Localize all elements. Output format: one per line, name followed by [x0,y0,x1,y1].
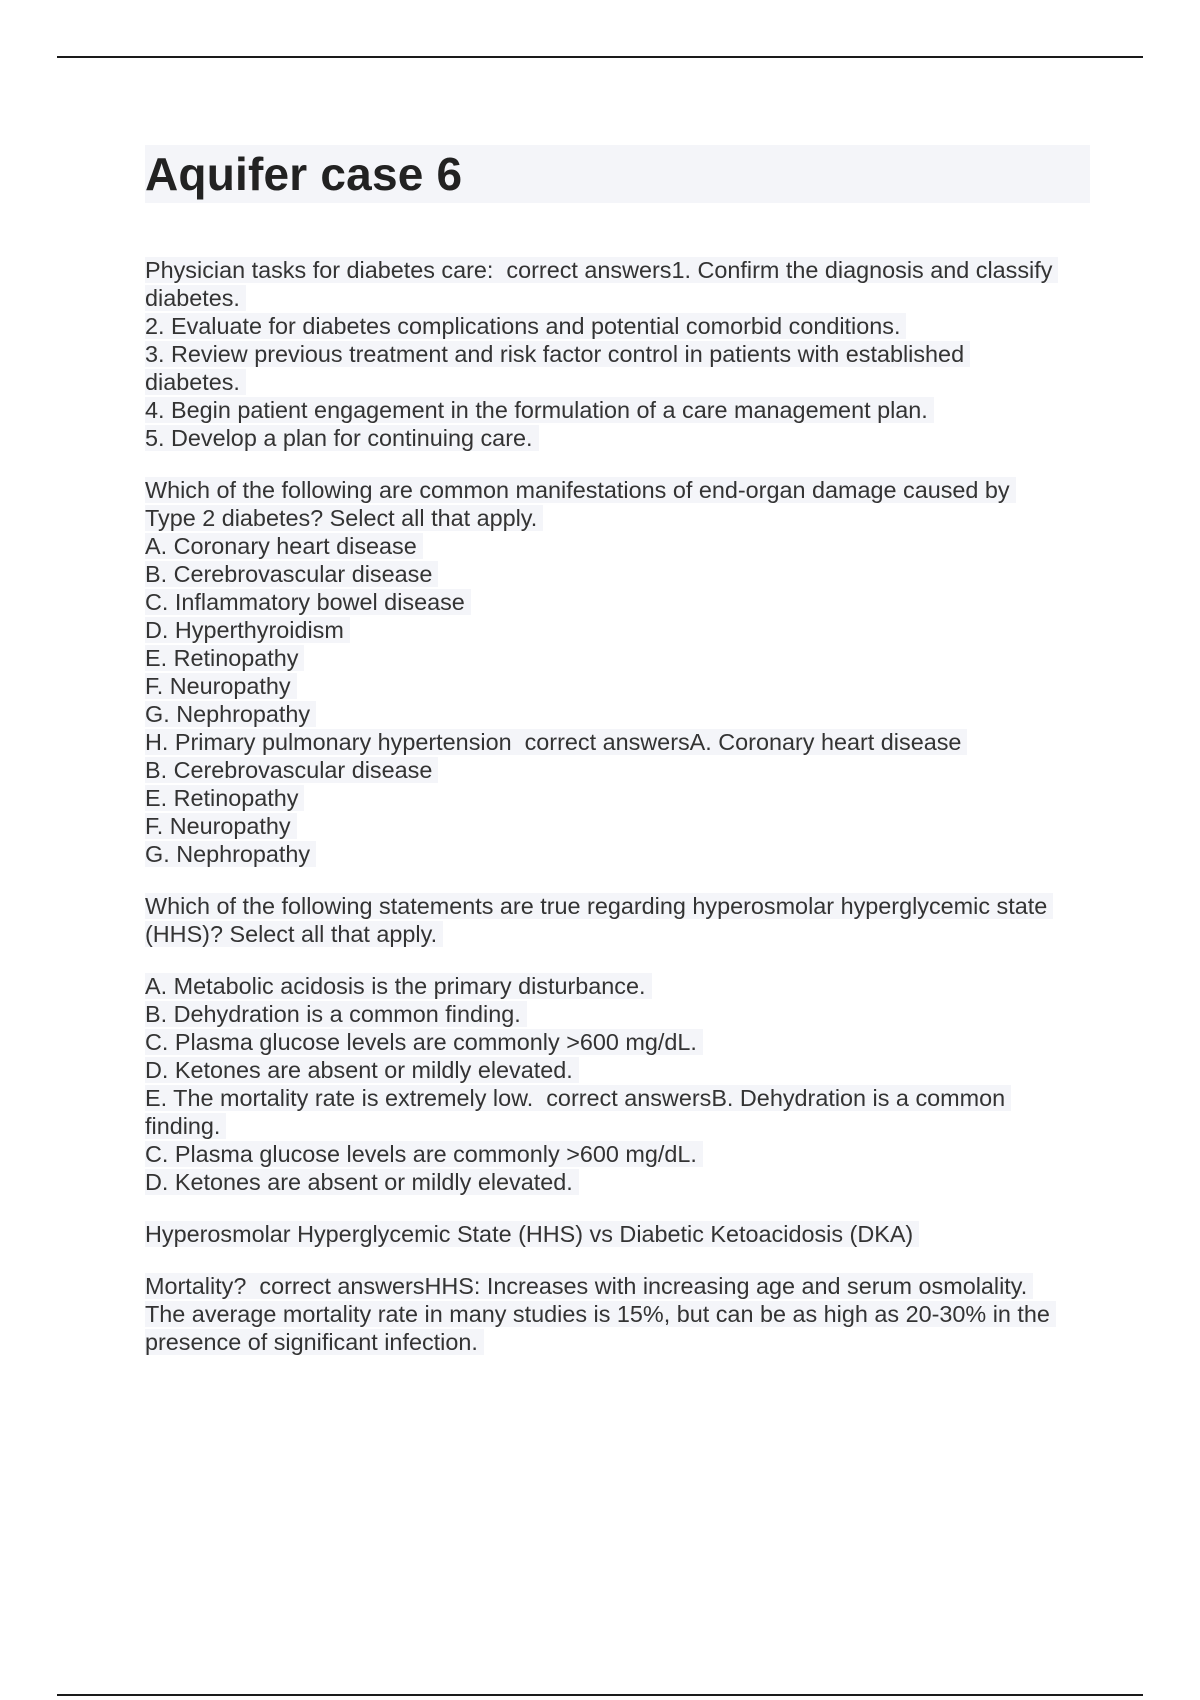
text-line-content: D. Ketones are absent or mildly elevated. [145,1169,579,1195]
text-line [145,672,1090,700]
text-line [145,1300,1090,1328]
text-section [145,256,1090,452]
text-line [145,728,1090,756]
text-line-content: presence of significant infection. [145,1329,484,1355]
text-line-content: Type 2 diabetes? Select all that apply. [145,505,543,531]
text-line [145,840,1090,868]
text-section [145,1220,1090,1248]
text-line-content: D. Ketones are absent or mildly elevated. [145,1057,579,1083]
text-line [145,504,1090,532]
text-line [145,1272,1090,1300]
text-line-content: F. Neuropathy [145,813,297,839]
text-line [145,1084,1090,1112]
text-section [145,1272,1090,1356]
text-section [145,892,1090,948]
text-line [145,892,1090,920]
text-line-content: G. Nephropathy [145,841,316,867]
text-line [145,1112,1090,1140]
bottom-rule [57,1694,1143,1696]
text-line-content: E. The mortality rate is extremely low. correct answersB. Dehydration is a common [145,1085,1011,1111]
top-rule [57,56,1143,58]
text-line [145,756,1090,784]
text-line-content: H. Primary pulmonary hypertension correct answersA. Coronary heart disease [145,729,967,755]
text-line [145,1140,1090,1168]
text-line [145,560,1090,588]
text-line [145,340,1090,368]
text-line-content: 3. Review previous treatment and risk factor control in patients with established [145,341,970,367]
text-line [145,972,1090,1000]
document-body [145,145,1090,1356]
document-text [145,256,1090,1356]
text-line [145,588,1090,616]
text-line-content: Which of the following are common manifestations of end-organ damage caused by [145,477,1016,503]
text-line [145,476,1090,504]
text-line-content: 2. Evaluate for diabetes complications and potential comorbid conditions. [145,313,906,339]
text-line-content: Mortality? correct answersHHS: Increases with increasing age and serum osmolality. [145,1273,1033,1299]
text-line-content: F. Neuropathy [145,673,297,699]
text-section [145,476,1090,868]
text-line-content: C. Inflammatory bowel disease [145,589,471,615]
text-line [145,284,1090,312]
document-title: Aquifer case 6 [145,145,1090,203]
text-line-content: finding. [145,1113,226,1139]
text-line [145,644,1090,672]
text-line-content: (HHS)? Select all that apply. [145,921,443,947]
text-line [145,812,1090,840]
text-line [145,532,1090,560]
text-line [145,1000,1090,1028]
text-line-content: C. Plasma glucose levels are commonly >600 mg/dL. [145,1029,703,1055]
text-line [145,368,1090,396]
text-line [145,700,1090,728]
text-line [145,1028,1090,1056]
text-line-content: The average mortality rate in many studies is 15%, but can be as high as 20-30% in the [145,1301,1056,1327]
text-line [145,1056,1090,1084]
text-line-content: B. Cerebrovascular disease [145,757,438,783]
text-line [145,1168,1090,1196]
text-line-content: D. Hyperthyroidism [145,617,350,643]
text-line-content: Which of the following statements are true regarding hyperosmolar hyperglycemic state [145,893,1053,919]
text-line-content: 4. Begin patient engagement in the formulation of a care management plan. [145,397,934,423]
text-line [145,784,1090,812]
text-line [145,1220,1090,1248]
text-line-content: Physician tasks for diabetes care: correct answers1. Confirm the diagnosis and classify [145,257,1058,283]
text-line [145,616,1090,644]
text-line [145,424,1090,452]
text-line-content: B. Cerebrovascular disease [145,561,438,587]
text-line-content: Hyperosmolar Hyperglycemic State (HHS) vs Diabetic Ketoacidosis (DKA) [145,1221,919,1247]
text-line-content: diabetes. [145,369,246,395]
text-line-content: A. Coronary heart disease [145,533,423,559]
text-line-content: 5. Develop a plan for continuing care. [145,425,539,451]
text-line-content: diabetes. [145,285,246,311]
text-line-content: E. Retinopathy [145,785,304,811]
text-line [145,256,1090,284]
text-line [145,920,1090,948]
text-line [145,1328,1090,1356]
text-line-content: A. Metabolic acidosis is the primary disturbance. [145,973,652,999]
text-line-content: C. Plasma glucose levels are commonly >600 mg/dL. [145,1141,703,1167]
text-line [145,312,1090,340]
text-line-content: G. Nephropathy [145,701,316,727]
text-line-content: B. Dehydration is a common finding. [145,1001,527,1027]
text-line-content: E. Retinopathy [145,645,304,671]
text-section [145,972,1090,1196]
text-line [145,396,1090,424]
